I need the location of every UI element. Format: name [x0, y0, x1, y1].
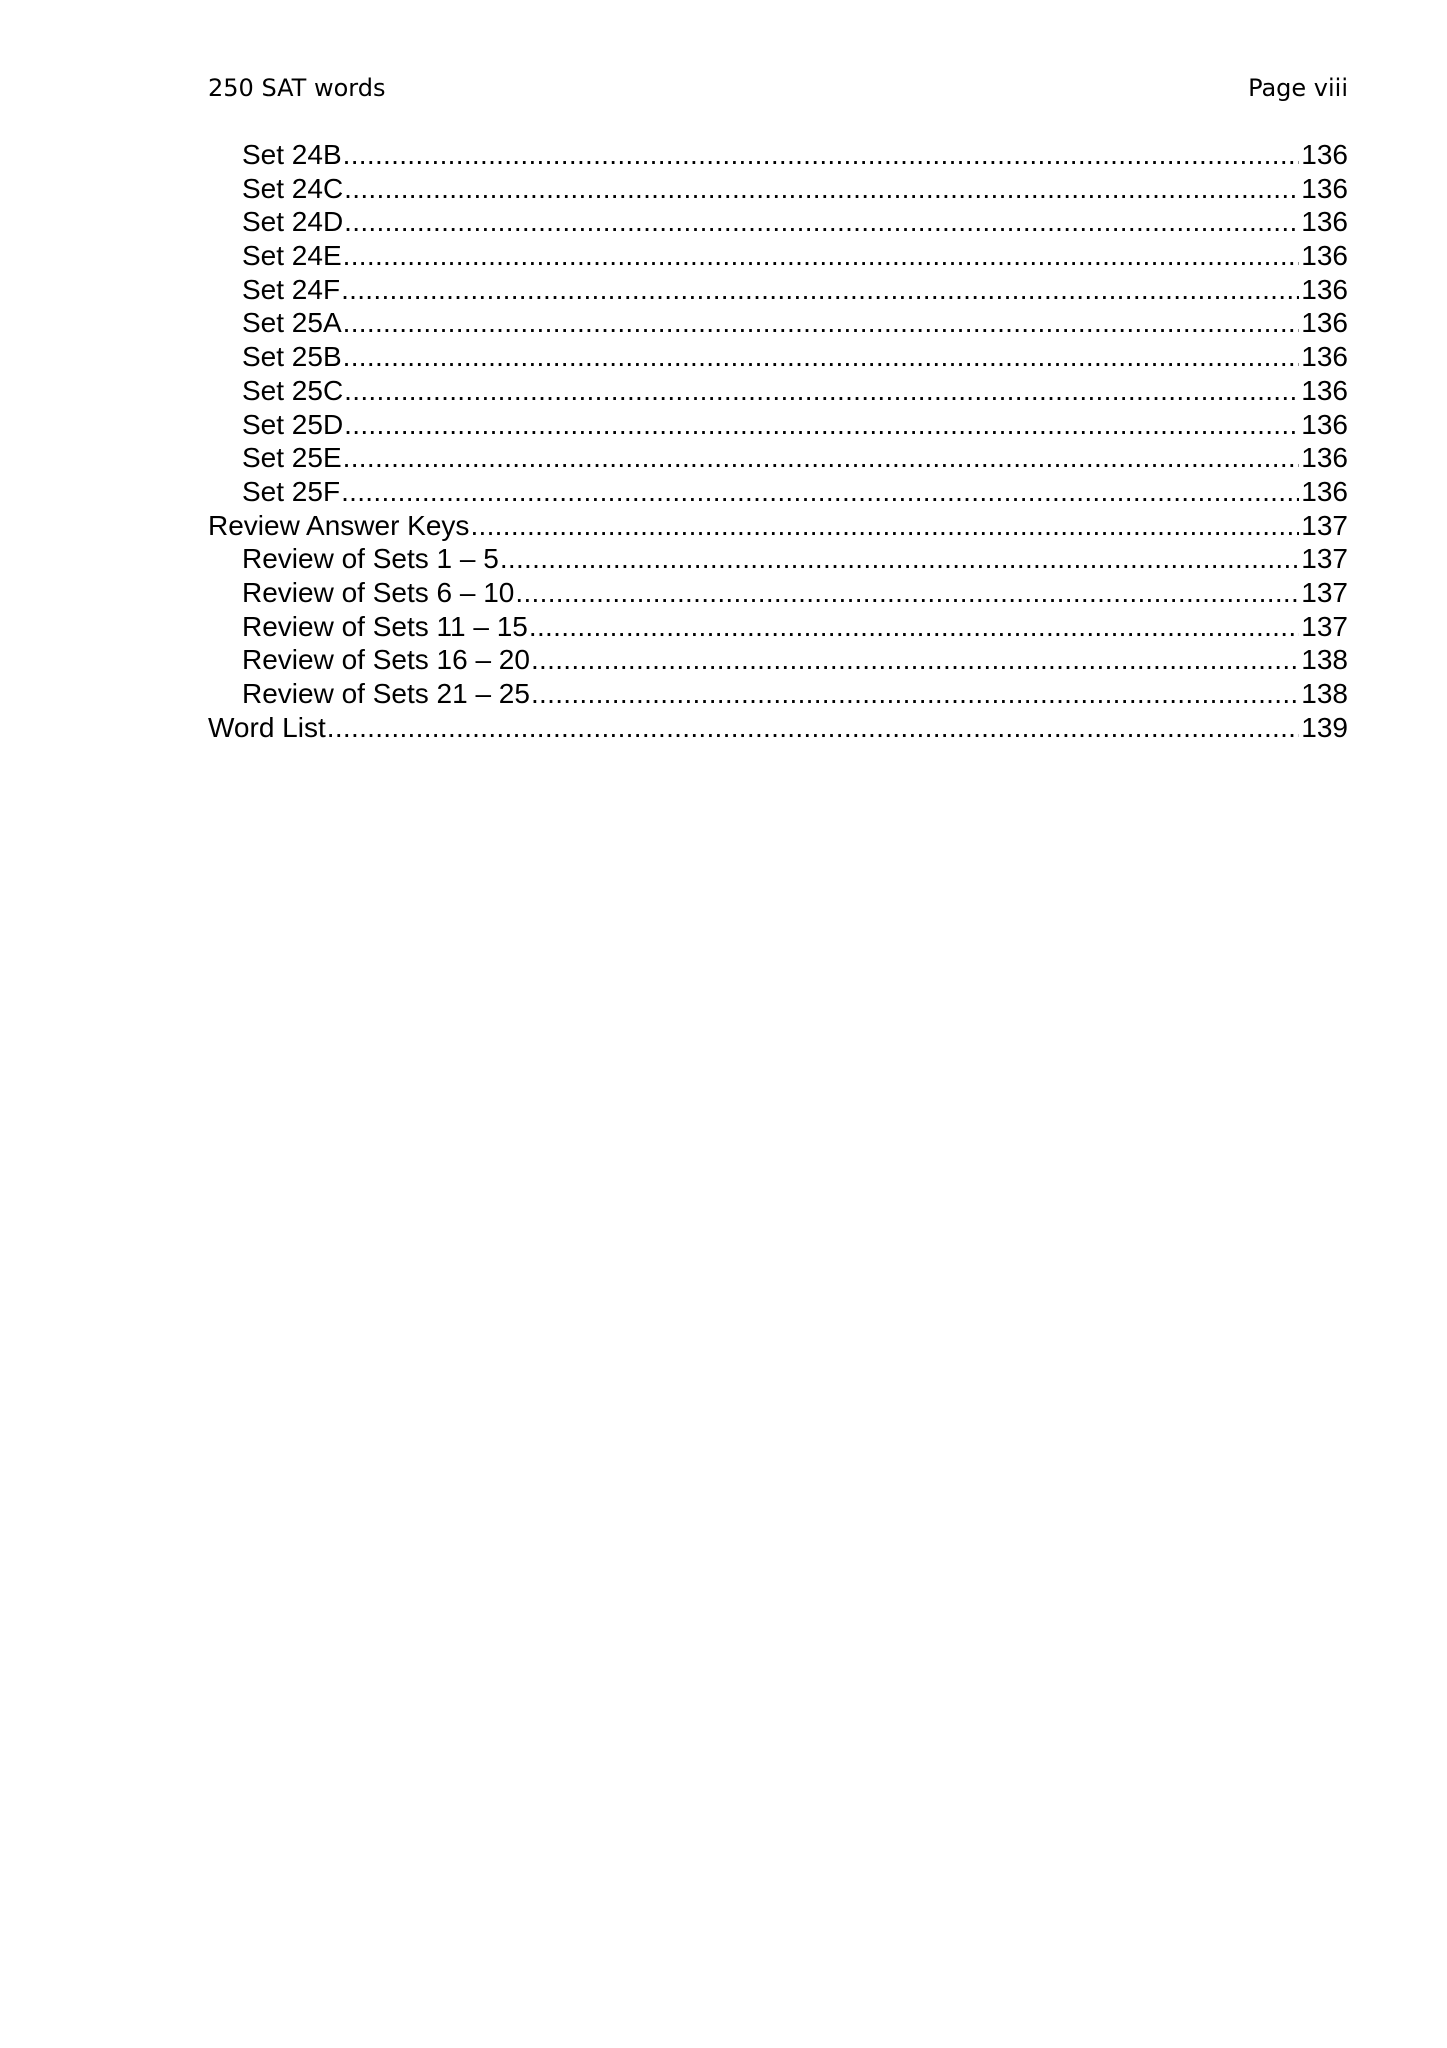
dot-leader [344, 374, 1299, 408]
toc-entry-set-25d[interactable] [208, 408, 1348, 442]
dot-leader [341, 273, 1299, 307]
dot-leader [529, 610, 1299, 644]
dot-leader [515, 576, 1299, 610]
toc-entry-review-sets-16-20[interactable] [208, 643, 1348, 677]
toc-entry-review-answer-keys[interactable] [208, 509, 1348, 543]
toc-entry-review-sets-11-15[interactable] [208, 610, 1348, 644]
toc-entry-review-sets-21-25[interactable] [208, 677, 1348, 711]
toc-entry-set-25e[interactable] [208, 441, 1348, 475]
dot-leader [531, 677, 1299, 711]
toc-entry-page: 137 [1301, 610, 1348, 642]
toc-entry-set-25a[interactable] [208, 306, 1348, 340]
dot-leader [344, 205, 1299, 239]
toc-entry-title: Review of Sets 21 – 25 [242, 678, 530, 709]
toc-entry-set-25c[interactable] [208, 374, 1348, 408]
dot-leader [343, 138, 1300, 172]
dot-leader [531, 643, 1299, 677]
toc-entry-title: Set 24B [242, 139, 342, 170]
toc-entry-title: Review Answer Keys [208, 509, 470, 541]
toc-entry-page: 137 [1301, 576, 1348, 608]
toc-entry-page: 136 [1301, 307, 1348, 339]
toc-entry-page: 137 [1301, 543, 1348, 575]
toc-entry-review-sets-1-5[interactable] [208, 542, 1348, 576]
toc-entry-page: 136 [1301, 273, 1348, 305]
toc-entry-set-24e[interactable] [208, 239, 1348, 273]
toc-entry-page: 136 [1301, 374, 1348, 406]
dot-leader [343, 306, 1300, 340]
dot-leader [343, 441, 1300, 475]
page-header [208, 70, 1348, 106]
toc-entry-title: Set 25E [242, 442, 342, 474]
toc-entry-set-24c[interactable] [208, 172, 1348, 206]
toc-entry-title: Set 24F [242, 273, 341, 305]
dot-leader [343, 239, 1300, 273]
toc-entry-page: 136 [1301, 408, 1348, 440]
toc-entry-page: 136 [1301, 442, 1348, 474]
toc-entry-title: Set 24E [242, 240, 342, 272]
toc-entry-title: Set 24C [242, 172, 344, 204]
toc-entry-title: Review of Sets 1 – 5 [242, 543, 499, 575]
dot-leader [341, 475, 1299, 509]
toc-entry-page: 136 [1301, 240, 1348, 272]
toc-entry-set-24b[interactable] [208, 138, 1348, 172]
header-book-title: 250 SAT words [208, 74, 386, 102]
table-of-contents [208, 138, 1348, 744]
toc-entry-title: Review of Sets 11 – 15 [242, 610, 528, 642]
toc-entry-page: 136 [1301, 341, 1348, 373]
toc-entry-title: Review of Sets 16 – 20 [242, 644, 530, 676]
toc-entry-title: Set 25C [242, 374, 344, 406]
toc-entry-page: 138 [1301, 644, 1348, 676]
toc-entry-page: 139 [1301, 711, 1348, 743]
toc-entry-set-24d[interactable] [208, 205, 1348, 239]
toc-entry-title: Set 25A [242, 307, 342, 339]
toc-entry-title: Set 24D [242, 206, 344, 238]
toc-entry-title: Set 25D [242, 408, 344, 440]
toc-entry-title: Set 25B [242, 341, 342, 373]
toc-entry-page: 137 [1301, 509, 1348, 541]
toc-entry-review-sets-6-10[interactable] [208, 576, 1348, 610]
toc-entry-set-25f[interactable] [208, 475, 1348, 509]
header-page-number: Page viii [1248, 74, 1348, 102]
toc-entry-title: Set 25F [242, 475, 341, 507]
dot-leader [500, 542, 1299, 576]
dot-leader [344, 408, 1299, 442]
dot-leader [327, 711, 1300, 745]
dot-leader [344, 172, 1299, 206]
toc-entry-page: 136 [1301, 475, 1348, 507]
dot-leader [470, 509, 1299, 543]
toc-entry-page: 136 [1301, 172, 1348, 204]
toc-entry-set-25b[interactable] [208, 340, 1348, 374]
toc-entry-page: 136 [1301, 206, 1348, 238]
toc-entry-set-24f[interactable] [208, 273, 1348, 307]
toc-entry-title: Word List [208, 711, 326, 743]
toc-entry-page: 138 [1301, 678, 1348, 709]
dot-leader [343, 340, 1300, 374]
toc-entry-word-list[interactable] [208, 711, 1348, 745]
toc-entry-page: 136 [1301, 139, 1348, 170]
toc-entry-title: Review of Sets 6 – 10 [242, 576, 515, 608]
